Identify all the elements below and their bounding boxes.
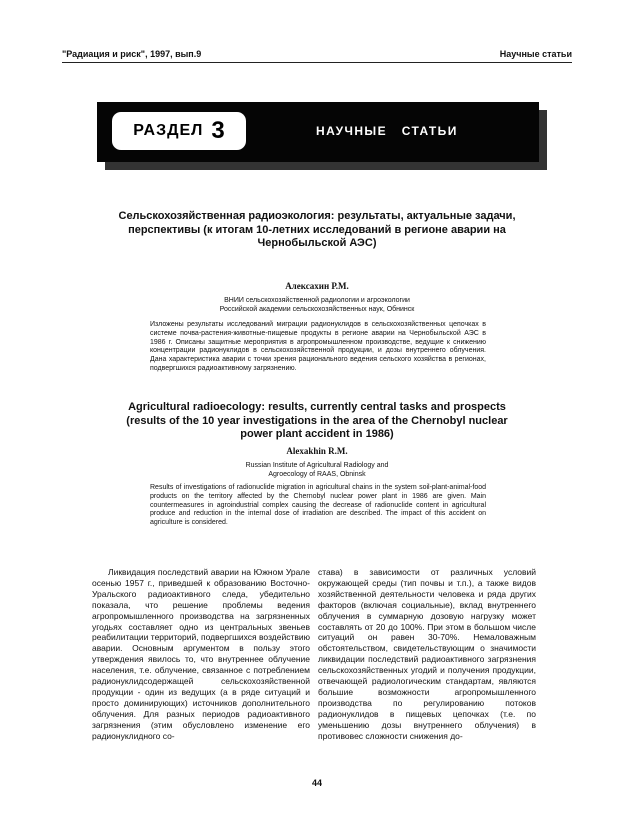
english-institution (117, 461, 517, 479)
section-header: Научные статьи (499, 49, 572, 59)
russian-title: Сельскохозяйственная радиоэкология: результаты, актуальные задачи, перспективы (к итогам 10-летних исследований в регионе аварии на Чернобыльской АЭС) (118, 210, 516, 249)
russian-institution-line2: Российской академии сельскохозяйственных наук, Обнинск (219, 306, 415, 313)
section-word: РАЗДЕЛ (133, 122, 204, 139)
english-abstract: Results of investigations of radionuclide migration in agricultural chains in the system soil-plant-animal-food products on the territory affected by the Chernobyl nuclear power plant in 1986 are given. Main countermeasures in agroindustrial complex causing the decrease of radionuclide content in agricultural produce and reduction in the internal dose of irradiation are described. The impact of this accident on agriculture is considered. (150, 484, 486, 527)
section-number: 3 (211, 117, 225, 144)
body-left-column: Ликвидация последствий аварии на Южном Урале осенью 1957 г., приведшей к образованию Восточно-Уральского радиоактивного следа, убедительно показала, что решение проблемы ведения агропромышленного производства на загрязненных угодьях составляет одно из центральных звеньев реабилитации территорий, подвергшихся воздействию аварии. Основным аргументом в пользу этого утверждения явилось то, что внутреннее облучение населения, т.е. облучение, связанное с потреблением радионуклидсодержащей сельскохозяйственной продукции - один из ведущих (а в ряде ситуаций и просто доминирующих) источников дополнительного облучения. Для разных периодов радиоактивного загрязнения (этим обусловлено изменение его радионуклидного со- (92, 567, 310, 741)
english-author: Alexakhin R.M. (286, 446, 348, 456)
english-institution-line1: Russian Institute of Agricultural Radiology and (245, 462, 389, 469)
journal-header: "Радиация и риск", 1997, вып.9 (62, 49, 202, 59)
page-number: 44 (311, 778, 322, 788)
banner-title: НАУЧНЫЕ СТАТЬИ (316, 124, 458, 138)
russian-institution (117, 296, 517, 314)
header-rule (62, 62, 572, 63)
russian-institution-line1: ВНИИ сельскохозяйственной радиологии и агроэкологии (224, 297, 410, 304)
section-label-box (112, 112, 246, 150)
russian-abstract: Изложены результаты исследований миграции радионуклидов в сельскохозяйственных цепочках в системе почва-растения-животные-пищевые продукты в регионе аварии на Чернобыльской АЭС в 1986 г. Описаны защитные мероприятия в агропромышленном производстве, ведущие к снижению концентрации радионуклидов в сельскохозяйственной продукции, и дозы внутреннего облучения. Дана характеристика аварии с точки зрения рационального ведения сельского хозяйства в регионах, подвергшихся радиоактивному загрязнению. (150, 321, 486, 372)
english-institution-line2: Agroecology of RAAS, Obninsk (268, 471, 366, 478)
body-right-column: става) в зависимости от различных условий окружающей среды (тип почвы и т.п.), а также видов хозяйственной деятельности человека и ряда других факторов (включая социальные), вклад внутреннего облучения в суммарную дозовую нагрузку может составлять от 20 до 100%. При этом в большом числе ситуаций он равен 30-70%. Немаловажным обстоятельством, свидетельствующим о значимости ликвидации последствий радиоактивного загрязнения сельскохозяйственных угодий и получения продукции, отвечающей радиологическим стандартам, являются большие возможности агропромышленного производства по регулированию потоков радионуклидов в пищевых цепочках (т.е. по уменьшению дозы внутреннего облучения) в противовес сложности снижения до- (318, 567, 536, 741)
english-title: Agricultural radioecology: results, currently central tasks and prospects (results of the 10 year investigations in the area of the Chernobyl nuclear power plant accident in 1986) (126, 401, 508, 440)
russian-author: Алексахин Р.М. (285, 281, 349, 291)
